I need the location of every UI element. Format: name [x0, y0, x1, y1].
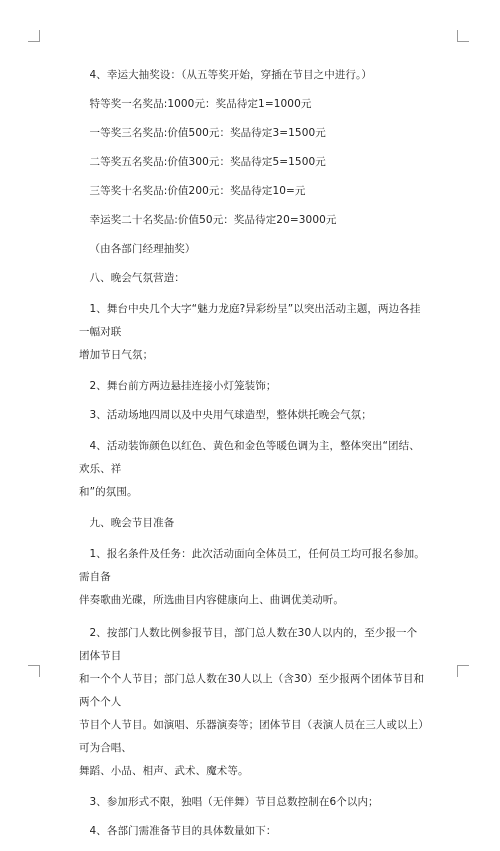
text-line: 1、舞台中央几个大字“魅力龙庭?异彩纷呈”以突出活动主题，两边各挂一幅对联: [79, 303, 421, 338]
paragraph: [79, 66, 427, 84]
text-line: 增加节日气氛；: [79, 349, 154, 361]
text-line: 节目个人节目。如演唱、乐器演奏等；团体节目（表演人员在三人或以上）可为合唱、: [79, 719, 424, 754]
text-line: 九、晚会节目准备: [89, 517, 175, 529]
paragraph: [79, 622, 427, 783]
paragraph: [79, 793, 427, 811]
paragraph: [79, 435, 427, 504]
text-line: （由各部门经理抽奖）: [89, 243, 196, 255]
text-line: 二等奖五名奖品:价值300元：奖品待定5=1500元: [89, 156, 326, 168]
text-line: 幸运奖二十名奖品:价值50元：奖品待定20=3000元: [89, 214, 337, 226]
paragraph: [79, 153, 427, 171]
text-line: 3、活动场地四周以及中央用气球造型，整体烘托晚会气氛；: [89, 409, 372, 421]
text-line: 4、各部门需准备节目的具体数量如下：: [89, 825, 277, 837]
text-line: 三等奖十名奖品:价值200元：奖品待定10=元: [89, 185, 306, 197]
text-line: 4、活动装饰颜色以红色、黄色和金色等暖色调为主，整体突出“团结、欢乐、祥: [79, 440, 420, 475]
paragraph: [79, 406, 427, 424]
document-body: [79, 66, 427, 851]
paragraph: [79, 182, 427, 200]
text-line: 八、晚会气氛营造：: [89, 272, 185, 284]
paragraph: [79, 822, 427, 840]
text-line: 和一个个人节目；部门总人数在30人以上（含30）至少报两个团体节目和两个个人: [79, 673, 425, 708]
paragraph: [79, 240, 427, 258]
text-line: 2、舞台前方两边悬挂连接小灯笼装饰；: [89, 380, 277, 392]
paragraph: [79, 514, 427, 532]
text-line: 3、参加形式不限，独唱（无伴舞）节目总数控制在6个以内；: [89, 796, 379, 808]
paragraph: [79, 211, 427, 229]
text-line: 和”的氛围。: [79, 486, 138, 498]
crop-mark-bottom-left: [28, 665, 40, 677]
text-line: 特等奖一名奖品:1000元：奖品待定1=1000元: [89, 98, 312, 110]
paragraph: [79, 95, 427, 113]
crop-mark-top-right: [457, 30, 469, 42]
text-line: 舞蹈、小品、相声、武术、魔术等。: [79, 765, 249, 777]
paragraph: [79, 543, 427, 612]
text-line: 4、幸运大抽奖设：（从五等奖开始，穿插在节目之中进行。）: [89, 69, 372, 81]
text-line: 2、按部门人数比例参报节目，部门总人数在30人以内的，至少报一个团体节目: [79, 627, 418, 662]
crop-mark-top-left: [28, 30, 40, 42]
paragraph: [79, 377, 427, 395]
crop-mark-bottom-right: [457, 665, 469, 677]
text-line: 1、报名条件及任务：此次活动面向全体员工，任何员工均可报名参加。需自备: [79, 548, 425, 583]
paragraph: [79, 269, 427, 287]
text-line: 伴奏歌曲光碟，所选曲目内容健康向上、曲调优美动听。: [79, 594, 344, 606]
text-line: 一等奖三名奖品:价值500元：奖品待定3=1500元: [89, 127, 326, 139]
paragraph: [79, 298, 427, 367]
paragraph: [79, 124, 427, 142]
